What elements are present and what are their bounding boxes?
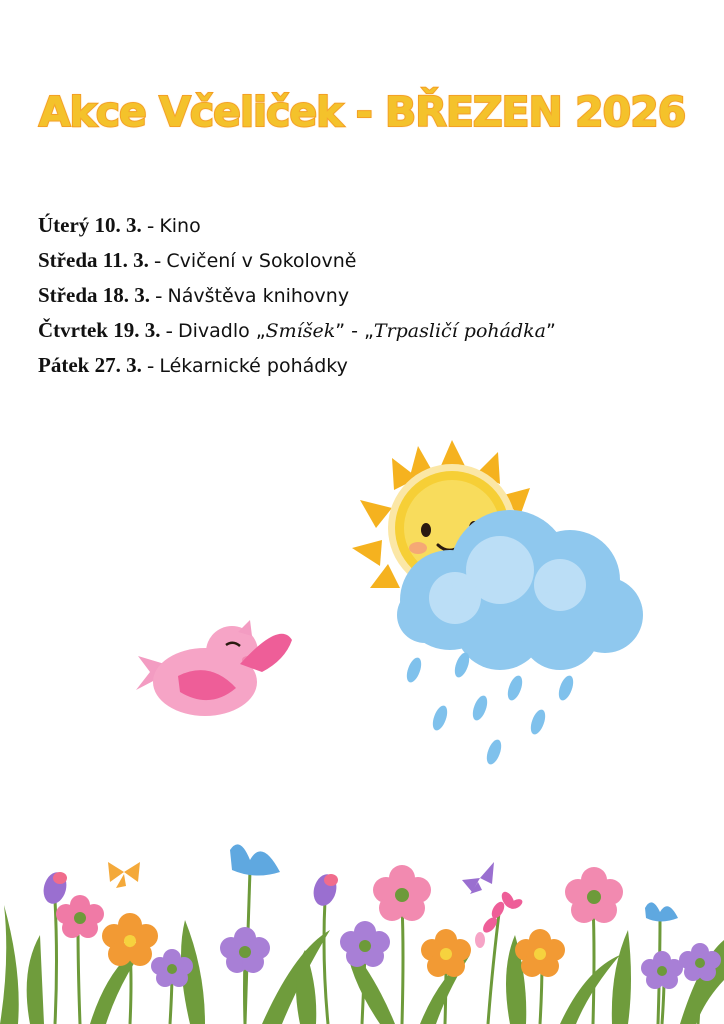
flower-meadow-icon [0, 844, 724, 1024]
event-day: Středa 18. 3. [38, 283, 150, 307]
event-desc: Kino [159, 215, 201, 237]
blue-flower [230, 844, 280, 875]
event-separator: - [148, 248, 167, 272]
event-desc: ” - „ [335, 320, 374, 342]
flower [565, 867, 623, 923]
tulip-bud [310, 872, 340, 909]
event-desc: ” [545, 320, 556, 342]
event-day: Pátek 27. 3. [38, 353, 142, 377]
event-day: Středa 11. 3. [38, 248, 149, 272]
event-separator: - [141, 353, 160, 377]
event-desc: Návštěva knihovny [167, 285, 350, 307]
page-title: Akce Včeliček - BŘEZEN 2026 [38, 88, 686, 136]
tulip-bud [40, 870, 70, 907]
butterfly [462, 862, 494, 894]
blue-flower [645, 902, 678, 921]
event-desc: Divadlo „ [177, 320, 266, 342]
butterfly [108, 862, 140, 888]
flower [102, 913, 158, 966]
flower [515, 929, 565, 977]
event-separator: - [160, 318, 178, 342]
event-separator: - [150, 283, 168, 307]
flower [56, 895, 104, 938]
flower [340, 921, 390, 967]
flower [679, 943, 721, 981]
flower [220, 927, 270, 973]
event-day: Úterý 10. 3. [38, 213, 142, 237]
event-desc-italic: Trpasličí pohádka [373, 320, 546, 342]
event-desc: Lékarnické pohádky [159, 355, 348, 377]
flower [421, 929, 471, 977]
flower [373, 865, 431, 921]
flower [641, 951, 683, 989]
event-separator: - [141, 213, 160, 237]
event-day: Čtvrtek 19. 3. [38, 318, 161, 342]
event-desc-italic: Smíšek [265, 320, 336, 342]
bird-icon [136, 620, 292, 716]
event-desc: Cvičení v Sokolovně [166, 250, 357, 272]
